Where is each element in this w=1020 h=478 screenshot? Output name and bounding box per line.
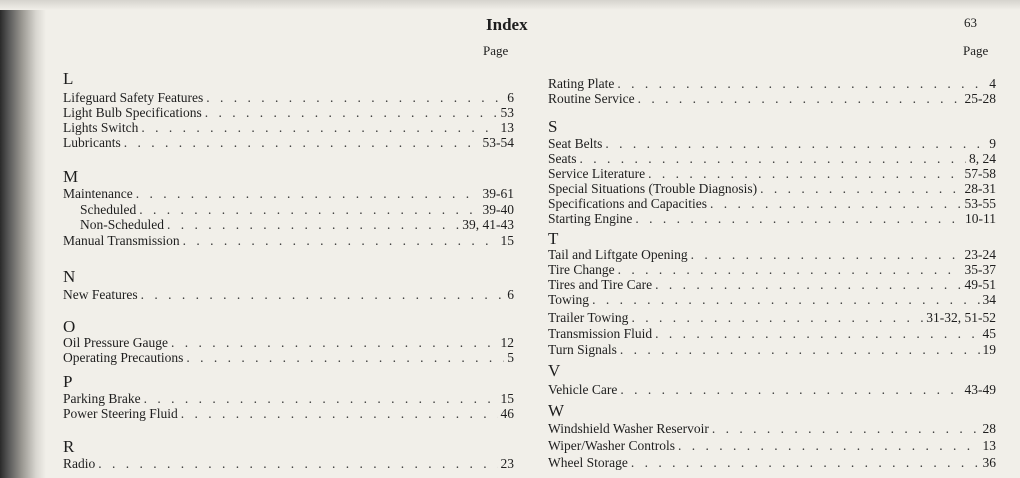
entry-label: Light Bulb Specifications bbox=[63, 105, 202, 120]
entry-label: Starting Engine bbox=[548, 211, 633, 226]
index-entry-tires-and-tire-care bbox=[548, 277, 996, 292]
entry-page: 25-28 bbox=[964, 91, 996, 106]
dot-leader bbox=[183, 233, 498, 248]
entry-label: Wiper/Washer Controls bbox=[548, 438, 675, 453]
dot-leader bbox=[167, 217, 459, 232]
index-entry-radio bbox=[63, 456, 514, 471]
entry-page: 28-31 bbox=[964, 181, 996, 196]
dot-leader bbox=[186, 350, 504, 365]
section-letter-s: S bbox=[548, 117, 558, 136]
section-letter-p: P bbox=[63, 372, 73, 391]
entry-label: Tire Change bbox=[548, 262, 615, 277]
index-entry-wiper-washer-controls bbox=[548, 438, 996, 453]
entry-page: 35-37 bbox=[964, 262, 996, 277]
dot-leader bbox=[655, 326, 979, 341]
dot-leader bbox=[205, 105, 498, 120]
entry-label: Parking Brake bbox=[63, 391, 141, 406]
index-entry-service-literature bbox=[548, 166, 996, 181]
index-entry-trailer-towing bbox=[548, 310, 996, 325]
entry-page: 13 bbox=[500, 120, 514, 135]
dot-leader bbox=[710, 196, 962, 211]
index-entry-specifications-and-capacities bbox=[548, 196, 996, 211]
index-entry-parking-brake bbox=[63, 391, 514, 406]
dot-leader bbox=[124, 135, 480, 150]
entry-label: Radio bbox=[63, 456, 96, 471]
entry-page: 43-49 bbox=[964, 382, 996, 397]
index-entry-operating-precautions bbox=[63, 350, 514, 365]
index-entry-manual-transmission bbox=[63, 233, 514, 248]
entry-page: 39-40 bbox=[482, 202, 514, 217]
entry-label: Towing bbox=[548, 292, 590, 307]
entry-page: 15 bbox=[500, 391, 514, 406]
right-page-column-label: Page bbox=[963, 43, 989, 58]
entry-page: 15 bbox=[500, 233, 514, 248]
entry-label: Routine Service bbox=[548, 91, 635, 106]
dot-leader bbox=[712, 421, 980, 436]
index-entry-power-steering-fluid bbox=[63, 406, 514, 421]
entry-page: 4 bbox=[989, 76, 996, 91]
index-entry-transmission-fluid bbox=[548, 326, 996, 341]
index-entry-new-features bbox=[63, 287, 514, 302]
entry-label: Power Steering Fluid bbox=[63, 406, 178, 421]
entry-page: 12 bbox=[500, 335, 514, 350]
section-letter-v: V bbox=[548, 361, 561, 380]
page-number: 63 bbox=[964, 15, 977, 30]
entry-label: Lubricants bbox=[63, 135, 121, 150]
dot-leader bbox=[655, 277, 961, 292]
dot-leader bbox=[691, 247, 962, 262]
dot-leader bbox=[98, 456, 497, 471]
index-entry-seats bbox=[548, 151, 996, 166]
entry-label: Oil Pressure Gauge bbox=[63, 335, 168, 350]
index-entry-tail-and-liftgate-opening bbox=[548, 247, 996, 262]
entry-page: 6 bbox=[507, 90, 514, 105]
entry-label: Service Literature bbox=[548, 166, 646, 181]
entry-label: Trailer Towing bbox=[548, 310, 629, 325]
page-title: Index bbox=[486, 15, 528, 34]
section-letter-r: R bbox=[63, 437, 75, 456]
entry-label: New Features bbox=[63, 287, 138, 302]
dot-leader bbox=[678, 438, 980, 453]
dot-leader bbox=[141, 120, 497, 135]
entry-page: 57-58 bbox=[964, 166, 996, 181]
dot-leader bbox=[635, 211, 962, 226]
dot-leader bbox=[620, 382, 961, 397]
entry-label: Operating Precautions bbox=[63, 350, 184, 365]
dot-leader bbox=[620, 342, 980, 357]
index-entry-turn-signals bbox=[548, 342, 996, 357]
index-entry-special-situations bbox=[548, 181, 996, 196]
index-entry-scheduled bbox=[80, 202, 514, 217]
entry-page: 45 bbox=[982, 326, 996, 341]
entry-label: Lights Switch bbox=[63, 120, 139, 135]
index-entry-lights-switch bbox=[63, 120, 514, 135]
entry-label: Windshield Washer Reservoir bbox=[548, 421, 709, 436]
dot-leader bbox=[144, 391, 498, 406]
entry-label: Special Situations (Trouble Diagnosis) bbox=[548, 181, 758, 196]
entry-label: Seats bbox=[548, 151, 577, 166]
entry-page: 8, 24 bbox=[969, 151, 996, 166]
dot-leader bbox=[181, 406, 498, 421]
entry-page: 46 bbox=[500, 406, 514, 421]
dot-leader bbox=[631, 310, 923, 325]
index-entry-wheel-storage bbox=[548, 455, 996, 470]
index-entry-windshield-washer-reservoir bbox=[548, 421, 996, 436]
index-entry-starting-engine bbox=[548, 211, 996, 226]
entry-page: 9 bbox=[989, 136, 996, 151]
index-entry-lubricants bbox=[63, 135, 514, 150]
entry-page: 53 bbox=[500, 105, 514, 120]
dot-leader bbox=[638, 91, 962, 106]
index-entry-seat-belts bbox=[548, 136, 996, 151]
index-entry-tire-change bbox=[548, 262, 996, 277]
entry-label: Scheduled bbox=[80, 202, 137, 217]
entry-page: 19 bbox=[982, 342, 996, 357]
dot-leader bbox=[617, 76, 986, 91]
entry-page: 49-51 bbox=[964, 277, 996, 292]
entry-page: 53-54 bbox=[482, 135, 514, 150]
entry-label: Wheel Storage bbox=[548, 455, 628, 470]
entry-label: Rating Plate bbox=[548, 76, 615, 91]
section-letter-t: T bbox=[548, 229, 559, 248]
entry-page: 5 bbox=[507, 350, 514, 365]
dot-leader bbox=[136, 186, 480, 201]
dot-leader bbox=[580, 151, 967, 166]
entry-page: 23-24 bbox=[964, 247, 996, 262]
entry-page: 34 bbox=[982, 292, 996, 307]
dot-leader bbox=[618, 262, 962, 277]
entry-page: 23 bbox=[500, 456, 514, 471]
entry-label: Turn Signals bbox=[548, 342, 617, 357]
entry-label: Seat Belts bbox=[548, 136, 603, 151]
dot-leader bbox=[648, 166, 961, 181]
entry-label: Transmission Fluid bbox=[548, 326, 653, 341]
dot-leader bbox=[631, 455, 980, 470]
entry-label: Non-Scheduled bbox=[80, 217, 164, 232]
book-spine-shadow bbox=[0, 0, 46, 478]
index-entry-non-scheduled bbox=[80, 217, 514, 232]
dot-leader bbox=[141, 287, 505, 302]
index-entry-light-bulb-specifications bbox=[63, 105, 514, 120]
entry-page: 6 bbox=[507, 287, 514, 302]
entry-label: Manual Transmission bbox=[63, 233, 180, 248]
entry-page: 28 bbox=[982, 421, 996, 436]
entry-label: Vehicle Care bbox=[548, 382, 618, 397]
dot-leader bbox=[605, 136, 986, 151]
entry-page: 36 bbox=[982, 455, 996, 470]
index-entry-rating-plate bbox=[548, 76, 996, 91]
index-entry-towing bbox=[548, 292, 996, 307]
dot-leader bbox=[760, 181, 961, 196]
entry-label: Specifications and Capacities bbox=[548, 196, 707, 211]
left-page-column-label: Page bbox=[483, 43, 509, 58]
index-entry-lifeguard-safety-features bbox=[63, 90, 514, 105]
entry-label: Lifeguard Safety Features bbox=[63, 90, 204, 105]
section-letter-l: L bbox=[63, 69, 74, 88]
entry-page: 31-32, 51-52 bbox=[926, 310, 996, 325]
dot-leader bbox=[171, 335, 498, 350]
index-entry-maintenance bbox=[63, 186, 514, 201]
entry-label: Tires and Tire Care bbox=[548, 277, 653, 292]
entry-page: 10-11 bbox=[965, 211, 996, 226]
section-letter-n: N bbox=[63, 267, 76, 286]
index-entry-oil-pressure-gauge bbox=[63, 335, 514, 350]
index-entry-vehicle-care bbox=[548, 382, 996, 397]
entry-page: 39, 41-43 bbox=[462, 217, 514, 232]
index-entry-routine-service bbox=[548, 91, 996, 106]
dot-leader bbox=[206, 90, 504, 105]
page-top-shadow bbox=[0, 0, 1020, 10]
entry-page: 53-55 bbox=[964, 196, 996, 211]
section-letter-o: O bbox=[63, 317, 76, 336]
dot-leader bbox=[139, 202, 479, 217]
entry-label: Maintenance bbox=[63, 186, 133, 201]
section-letter-w: W bbox=[548, 401, 565, 420]
section-letter-m: M bbox=[63, 167, 79, 186]
entry-page: 13 bbox=[982, 438, 996, 453]
entry-page: 39-61 bbox=[482, 186, 514, 201]
dot-leader bbox=[592, 292, 979, 307]
entry-label: Tail and Liftgate Opening bbox=[548, 247, 688, 262]
